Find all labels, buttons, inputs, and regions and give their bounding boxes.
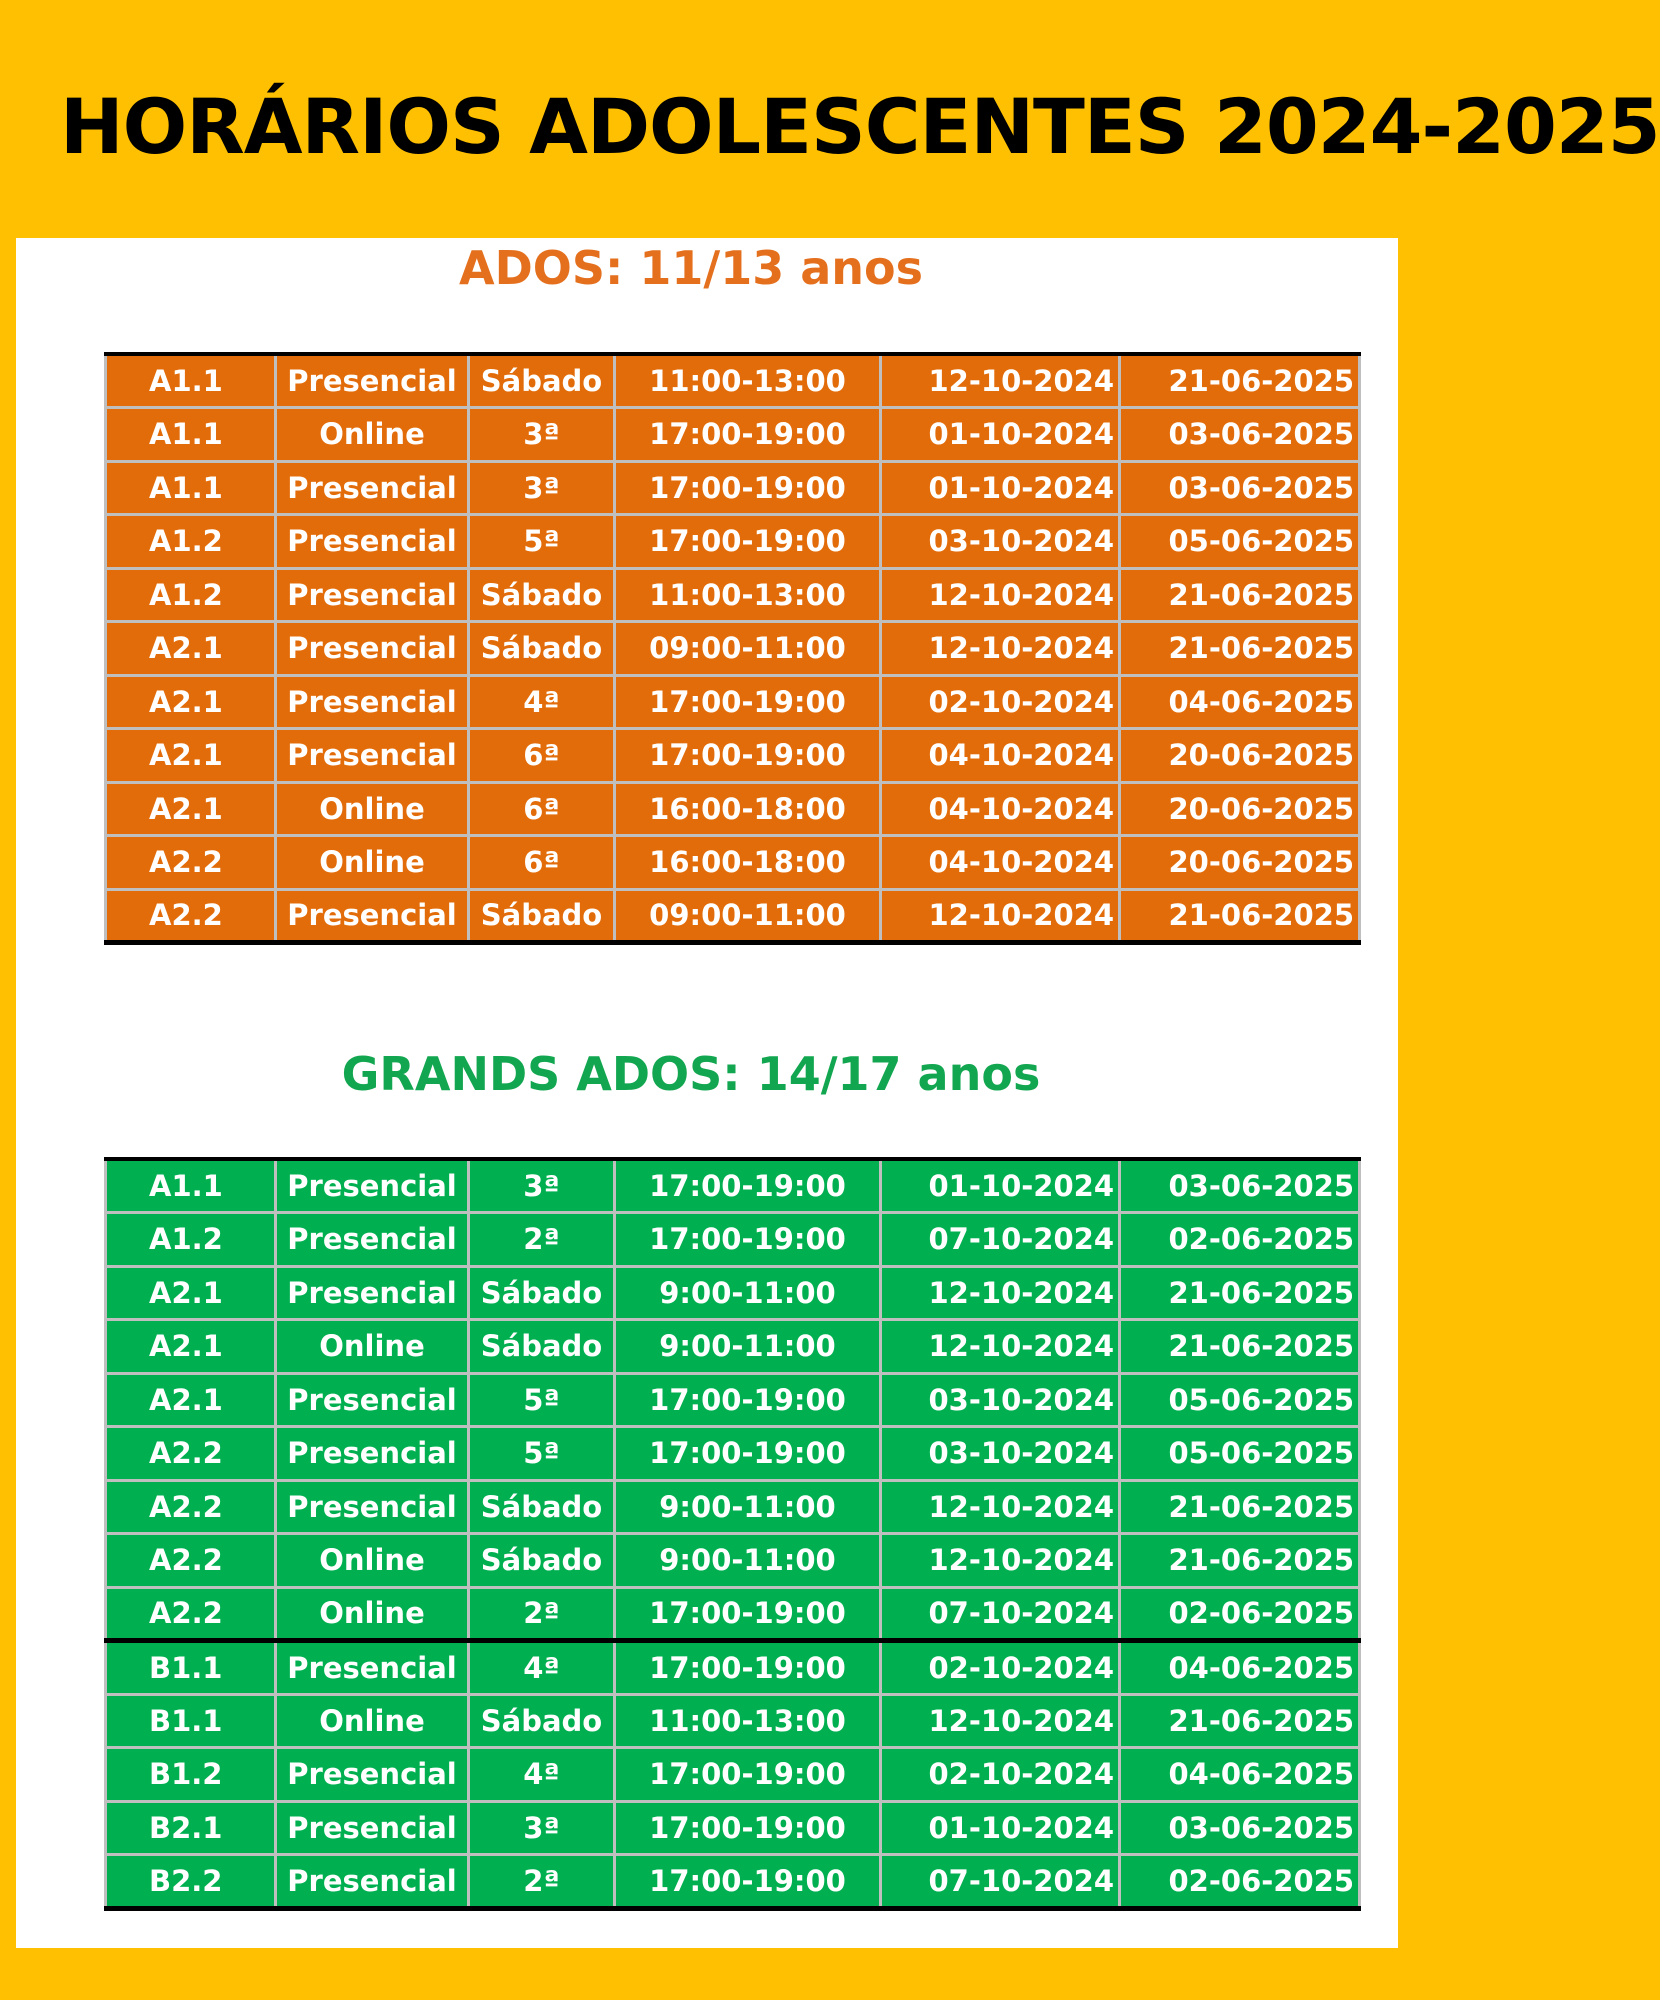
weekday-cell: 5ª bbox=[469, 1427, 615, 1481]
end-date-cell: 05-06-2025 bbox=[1120, 1373, 1360, 1427]
table-row bbox=[106, 675, 1360, 729]
ados-section-title: ADOS: 11/13 anos bbox=[458, 241, 924, 295]
mode-cell: Presencial bbox=[276, 1159, 469, 1213]
table-row bbox=[106, 1320, 1360, 1374]
mode-cell: Presencial bbox=[276, 461, 469, 515]
mode-cell: Presencial bbox=[276, 568, 469, 622]
weekday-cell: 4ª bbox=[469, 1641, 615, 1695]
start-date-cell: 01-10-2024 bbox=[881, 1159, 1120, 1213]
class-level-cell: B1.2 bbox=[106, 1748, 276, 1802]
mode-cell: Online bbox=[276, 1320, 469, 1374]
end-date-cell: 21-06-2025 bbox=[1120, 1534, 1360, 1588]
start-date-cell: 07-10-2024 bbox=[881, 1855, 1120, 1909]
end-date-cell: 02-06-2025 bbox=[1120, 1855, 1360, 1909]
start-date-cell: 01-10-2024 bbox=[881, 1801, 1120, 1855]
mode-cell: Presencial bbox=[276, 515, 469, 569]
time-cell: 17:00-19:00 bbox=[615, 515, 881, 569]
time-cell: 16:00-18:00 bbox=[615, 836, 881, 890]
class-level-cell: A2.1 bbox=[106, 1373, 276, 1427]
class-level-cell: A2.2 bbox=[106, 889, 276, 943]
mode-cell: Presencial bbox=[276, 1641, 469, 1695]
weekday-cell: 3ª bbox=[469, 408, 615, 462]
end-date-cell: 04-06-2025 bbox=[1120, 1641, 1360, 1695]
class-level-cell: A2.1 bbox=[106, 782, 276, 836]
time-cell: 17:00-19:00 bbox=[615, 1801, 881, 1855]
start-date-cell: 02-10-2024 bbox=[881, 1641, 1120, 1695]
class-level-cell: A2.1 bbox=[106, 622, 276, 676]
end-date-cell: 04-06-2025 bbox=[1120, 675, 1360, 729]
end-date-cell: 20-06-2025 bbox=[1120, 729, 1360, 783]
time-cell: 17:00-19:00 bbox=[615, 1748, 881, 1802]
start-date-cell: 12-10-2024 bbox=[881, 354, 1120, 408]
class-level-cell: A1.2 bbox=[106, 1213, 276, 1267]
weekday-cell: 6ª bbox=[469, 836, 615, 890]
weekday-cell: Sábado bbox=[469, 622, 615, 676]
class-level-cell: A2.2 bbox=[106, 1427, 276, 1481]
table-row bbox=[106, 408, 1360, 462]
mode-cell: Presencial bbox=[276, 1427, 469, 1481]
table-row bbox=[106, 729, 1360, 783]
start-date-cell: 12-10-2024 bbox=[881, 622, 1120, 676]
start-date-cell: 02-10-2024 bbox=[881, 1748, 1120, 1802]
weekday-cell: 6ª bbox=[469, 782, 615, 836]
mode-cell: Presencial bbox=[276, 1266, 469, 1320]
end-date-cell: 21-06-2025 bbox=[1120, 1320, 1360, 1374]
mode-cell: Online bbox=[276, 1534, 469, 1588]
mode-cell: Online bbox=[276, 836, 469, 890]
end-date-cell: 21-06-2025 bbox=[1120, 889, 1360, 943]
ados-schedule-table bbox=[104, 352, 1361, 945]
table-row bbox=[106, 782, 1360, 836]
mode-cell: Presencial bbox=[276, 1748, 469, 1802]
time-cell: 16:00-18:00 bbox=[615, 782, 881, 836]
table-row bbox=[106, 1748, 1360, 1802]
table-row bbox=[106, 1159, 1360, 1213]
class-level-cell: A2.2 bbox=[106, 1587, 276, 1641]
table-row bbox=[106, 889, 1360, 943]
weekday-cell: 5ª bbox=[469, 515, 615, 569]
end-date-cell: 03-06-2025 bbox=[1120, 461, 1360, 515]
table-row bbox=[106, 515, 1360, 569]
end-date-cell: 02-06-2025 bbox=[1120, 1587, 1360, 1641]
class-level-cell: A2.2 bbox=[106, 1480, 276, 1534]
start-date-cell: 03-10-2024 bbox=[881, 1373, 1120, 1427]
end-date-cell: 21-06-2025 bbox=[1120, 568, 1360, 622]
page-title: HORÁRIOS ADOLESCENTES 2024-2025 bbox=[60, 82, 1660, 171]
mode-cell: Online bbox=[276, 782, 469, 836]
class-level-cell: A1.1 bbox=[106, 1159, 276, 1213]
end-date-cell: 05-06-2025 bbox=[1120, 1427, 1360, 1481]
class-level-cell: B2.1 bbox=[106, 1801, 276, 1855]
mode-cell: Presencial bbox=[276, 1373, 469, 1427]
table-row bbox=[106, 354, 1360, 408]
table-row bbox=[106, 1587, 1360, 1641]
table-row bbox=[106, 1534, 1360, 1588]
start-date-cell: 04-10-2024 bbox=[881, 729, 1120, 783]
end-date-cell: 21-06-2025 bbox=[1120, 1480, 1360, 1534]
class-level-cell: A1.2 bbox=[106, 515, 276, 569]
time-cell: 17:00-19:00 bbox=[615, 1373, 881, 1427]
weekday-cell: Sábado bbox=[469, 1694, 615, 1748]
time-cell: 9:00-11:00 bbox=[615, 1534, 881, 1588]
weekday-cell: 2ª bbox=[469, 1855, 615, 1909]
mode-cell: Online bbox=[276, 1587, 469, 1641]
time-cell: 09:00-11:00 bbox=[615, 622, 881, 676]
table-row bbox=[106, 1694, 1360, 1748]
table-row bbox=[106, 622, 1360, 676]
weekday-cell: 4ª bbox=[469, 1748, 615, 1802]
start-date-cell: 03-10-2024 bbox=[881, 515, 1120, 569]
start-date-cell: 12-10-2024 bbox=[881, 1320, 1120, 1374]
end-date-cell: 21-06-2025 bbox=[1120, 1694, 1360, 1748]
class-level-cell: A1.2 bbox=[106, 568, 276, 622]
start-date-cell: 01-10-2024 bbox=[881, 408, 1120, 462]
weekday-cell: 6ª bbox=[469, 729, 615, 783]
mode-cell: Presencial bbox=[276, 354, 469, 408]
class-level-cell: A2.2 bbox=[106, 836, 276, 890]
mode-cell: Presencial bbox=[276, 889, 469, 943]
class-level-cell: B1.1 bbox=[106, 1694, 276, 1748]
end-date-cell: 20-06-2025 bbox=[1120, 836, 1360, 890]
table-row bbox=[106, 1373, 1360, 1427]
table-row bbox=[106, 568, 1360, 622]
start-date-cell: 12-10-2024 bbox=[881, 1266, 1120, 1320]
table-row bbox=[106, 1213, 1360, 1267]
end-date-cell: 20-06-2025 bbox=[1120, 782, 1360, 836]
time-cell: 17:00-19:00 bbox=[615, 729, 881, 783]
mode-cell: Presencial bbox=[276, 729, 469, 783]
start-date-cell: 12-10-2024 bbox=[881, 1694, 1120, 1748]
start-date-cell: 04-10-2024 bbox=[881, 782, 1120, 836]
weekday-cell: Sábado bbox=[469, 568, 615, 622]
time-cell: 11:00-13:00 bbox=[615, 354, 881, 408]
time-cell: 17:00-19:00 bbox=[615, 461, 881, 515]
table-row bbox=[106, 836, 1360, 890]
weekday-cell: Sábado bbox=[469, 1266, 615, 1320]
weekday-cell: 3ª bbox=[469, 1801, 615, 1855]
class-level-cell: B1.1 bbox=[106, 1641, 276, 1695]
table-row bbox=[106, 1266, 1360, 1320]
start-date-cell: 03-10-2024 bbox=[881, 1427, 1120, 1481]
weekday-cell: Sábado bbox=[469, 354, 615, 408]
mode-cell: Presencial bbox=[276, 1855, 469, 1909]
mode-cell: Presencial bbox=[276, 1480, 469, 1534]
time-cell: 17:00-19:00 bbox=[615, 1159, 881, 1213]
grands-ados-section-title: GRANDS ADOS: 14/17 anos bbox=[341, 1047, 1041, 1101]
mode-cell: Presencial bbox=[276, 1801, 469, 1855]
time-cell: 17:00-19:00 bbox=[615, 675, 881, 729]
end-date-cell: 21-06-2025 bbox=[1120, 354, 1360, 408]
start-date-cell: 12-10-2024 bbox=[881, 1480, 1120, 1534]
class-level-cell: A2.1 bbox=[106, 1266, 276, 1320]
weekday-cell: 5ª bbox=[469, 1373, 615, 1427]
start-date-cell: 07-10-2024 bbox=[881, 1213, 1120, 1267]
start-date-cell: 12-10-2024 bbox=[881, 1534, 1120, 1588]
table-row bbox=[106, 1641, 1360, 1695]
table-row bbox=[106, 1480, 1360, 1534]
end-date-cell: 03-06-2025 bbox=[1120, 1801, 1360, 1855]
time-cell: 17:00-19:00 bbox=[615, 408, 881, 462]
weekday-cell: 2ª bbox=[469, 1213, 615, 1267]
mode-cell: Presencial bbox=[276, 1213, 469, 1267]
time-cell: 11:00-13:00 bbox=[615, 1694, 881, 1748]
weekday-cell: 3ª bbox=[469, 461, 615, 515]
end-date-cell: 05-06-2025 bbox=[1120, 515, 1360, 569]
time-cell: 9:00-11:00 bbox=[615, 1266, 881, 1320]
table-row bbox=[106, 1855, 1360, 1909]
time-cell: 17:00-19:00 bbox=[615, 1587, 881, 1641]
mode-cell: Online bbox=[276, 1694, 469, 1748]
weekday-cell: 2ª bbox=[469, 1587, 615, 1641]
mode-cell: Presencial bbox=[276, 675, 469, 729]
class-level-cell: B2.2 bbox=[106, 1855, 276, 1909]
class-level-cell: A1.1 bbox=[106, 408, 276, 462]
time-cell: 09:00-11:00 bbox=[615, 889, 881, 943]
end-date-cell: 21-06-2025 bbox=[1120, 622, 1360, 676]
start-date-cell: 01-10-2024 bbox=[881, 461, 1120, 515]
time-cell: 11:00-13:00 bbox=[615, 568, 881, 622]
end-date-cell: 03-06-2025 bbox=[1120, 1159, 1360, 1213]
mode-cell: Online bbox=[276, 408, 469, 462]
class-level-cell: A2.1 bbox=[106, 1320, 276, 1374]
weekday-cell: Sábado bbox=[469, 1320, 615, 1374]
class-level-cell: A1.1 bbox=[106, 354, 276, 408]
time-cell: 17:00-19:00 bbox=[615, 1855, 881, 1909]
time-cell: 9:00-11:00 bbox=[615, 1320, 881, 1374]
class-level-cell: A1.1 bbox=[106, 461, 276, 515]
table-row bbox=[106, 1427, 1360, 1481]
weekday-cell: 4ª bbox=[469, 675, 615, 729]
end-date-cell: 04-06-2025 bbox=[1120, 1748, 1360, 1802]
class-level-cell: A2.2 bbox=[106, 1534, 276, 1588]
mode-cell: Presencial bbox=[276, 622, 469, 676]
grands-ados-schedule-table bbox=[104, 1157, 1361, 1911]
weekday-cell: Sábado bbox=[469, 889, 615, 943]
time-cell: 17:00-19:00 bbox=[615, 1427, 881, 1481]
table-row bbox=[106, 461, 1360, 515]
class-level-cell: A2.1 bbox=[106, 675, 276, 729]
weekday-cell: Sábado bbox=[469, 1534, 615, 1588]
class-level-cell: A2.1 bbox=[106, 729, 276, 783]
start-date-cell: 12-10-2024 bbox=[881, 889, 1120, 943]
end-date-cell: 02-06-2025 bbox=[1120, 1213, 1360, 1267]
start-date-cell: 04-10-2024 bbox=[881, 836, 1120, 890]
table-row bbox=[106, 1801, 1360, 1855]
start-date-cell: 07-10-2024 bbox=[881, 1587, 1120, 1641]
start-date-cell: 12-10-2024 bbox=[881, 568, 1120, 622]
start-date-cell: 02-10-2024 bbox=[881, 675, 1120, 729]
weekday-cell: 3ª bbox=[469, 1159, 615, 1213]
time-cell: 9:00-11:00 bbox=[615, 1480, 881, 1534]
end-date-cell: 21-06-2025 bbox=[1120, 1266, 1360, 1320]
weekday-cell: Sábado bbox=[469, 1480, 615, 1534]
time-cell: 17:00-19:00 bbox=[615, 1213, 881, 1267]
time-cell: 17:00-19:00 bbox=[615, 1641, 881, 1695]
end-date-cell: 03-06-2025 bbox=[1120, 408, 1360, 462]
